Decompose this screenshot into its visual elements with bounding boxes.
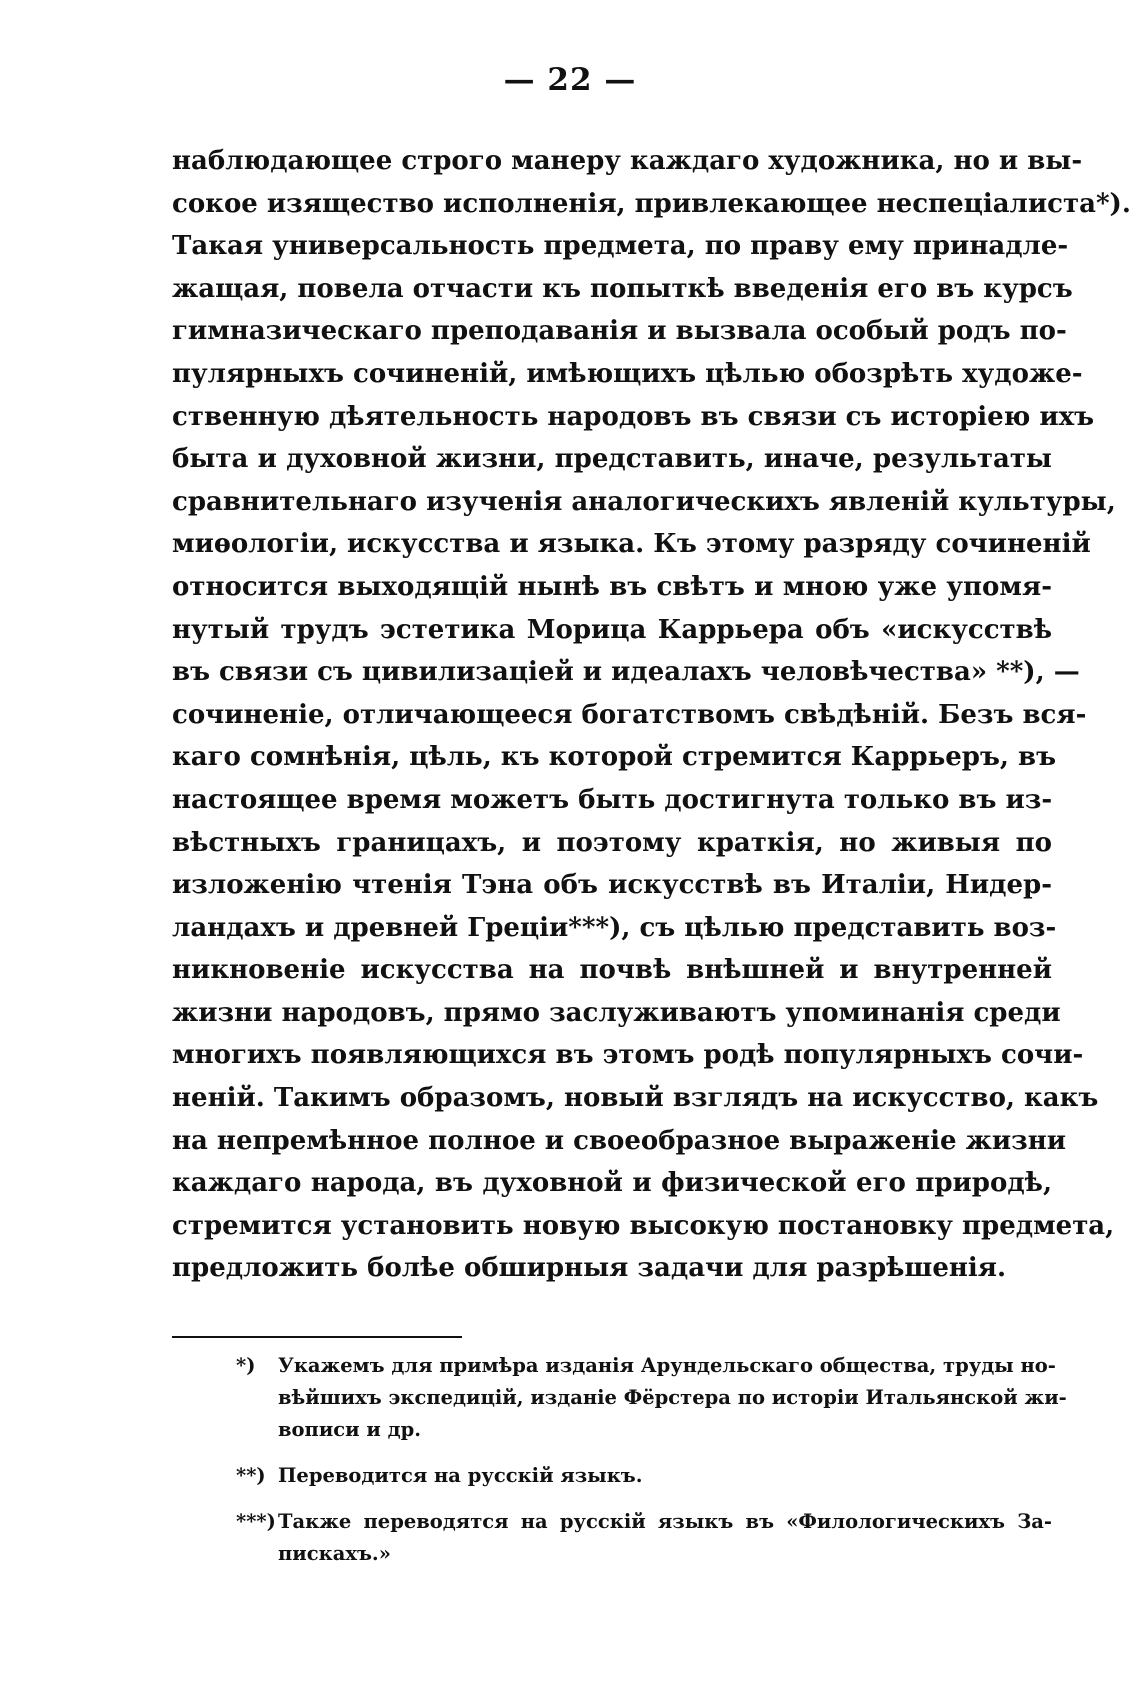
text-line: нутый трудъ эстетика Морица Каррьера объ «искусствѣ bbox=[172, 614, 1052, 645]
footnote-line: Укажемъ для примѣра изданія Арундельскаго общества, труды но- bbox=[278, 1354, 1056, 1377]
text-line: стремится установить новую высокую постановку предмета, bbox=[172, 1210, 1115, 1241]
text-line: относится выходящій нынѣ въ свѣтъ и мною уже упомя- bbox=[172, 571, 1052, 602]
text-line: ственную дѣятельность народовъ въ связи съ исторіею ихъ bbox=[172, 401, 1095, 432]
footnote bbox=[172, 1460, 1052, 1492]
footnote-separator bbox=[172, 1336, 462, 1338]
main-text bbox=[172, 140, 1131, 1290]
text-line: сравнительнаго изученія аналогическихъ явленій культуры, bbox=[172, 486, 1116, 517]
text-line: никновеніе искусства на почвѣ внѣшней и внутренней bbox=[172, 955, 1052, 986]
text-line: сочиненіе, отличающееся богатствомъ свѣдѣній. Безъ вся- bbox=[172, 699, 1087, 730]
text-line: пулярныхъ сочиненій, имѣющихъ цѣлью обозрѣть художе- bbox=[172, 358, 1083, 389]
footnote-line: вѣйшихъ экспедицій, изданіе Фёрстера по исторіи Итальянской жи- bbox=[278, 1386, 1067, 1409]
text-line: неній. Такимъ образомъ, новый взглядъ на искусство, какъ bbox=[172, 1083, 1099, 1114]
text-line: настоящее время можетъ быть достигнута только въ из- bbox=[172, 784, 1053, 815]
text-line: каго сомнѣнія, цѣль, къ которой стремится Каррьеръ, въ bbox=[172, 742, 1057, 773]
footnote-mark: **) bbox=[236, 1464, 266, 1487]
text-line: гимназическаго преподаванія и вызвала особый родъ по- bbox=[172, 316, 1067, 347]
footnote-line: вописи и др. bbox=[278, 1418, 422, 1441]
text-line: изложенію чтенія Тэна объ искусствѣ въ Италіи, Нидер- bbox=[172, 870, 1052, 901]
page-number: — 22 — bbox=[503, 62, 637, 98]
text-line: въ связи съ цивилизаціей и идеалахъ человѣчества» **), — bbox=[172, 657, 1080, 688]
footnote-line: Переводится на русскій языкъ. bbox=[278, 1464, 643, 1487]
text-line: вѣстныхъ границахъ, и поэтому краткія, но живыя по bbox=[172, 827, 1052, 858]
footnote-line: Также переводятся на русскій языкъ въ «Филологическихъ За- bbox=[278, 1510, 1052, 1533]
text-line: ландахъ и древней Греціи***), съ цѣлью представить воз- bbox=[172, 912, 1057, 943]
footnote bbox=[172, 1350, 1067, 1446]
footnote bbox=[172, 1506, 1052, 1570]
text-line: сокое изящество исполненія, привлекающее неспеціалиста*). bbox=[172, 188, 1131, 219]
text-line: быта и духовной жизни, представить, иначе, результаты bbox=[172, 444, 1052, 475]
footnote-mark: *) bbox=[236, 1354, 256, 1377]
text-line: наблюдающее строго манеру каждаго художника, но и вы- bbox=[172, 146, 1083, 176]
footnotes bbox=[172, 1350, 1067, 1584]
text-line: миѳологіи, искусства и языка. Къ этому разряду сочиненій bbox=[172, 529, 1091, 560]
text-line: на непремѣнное полное и своеобразное выраженіе жизни bbox=[172, 1125, 1067, 1156]
text-line: предложить болѣе обширныя задачи для разрѣшенія. bbox=[172, 1253, 1007, 1284]
text-line: каждаго народа, въ духовной и физической его природѣ, bbox=[172, 1168, 1052, 1199]
footnote-line: пискахъ.» bbox=[278, 1542, 391, 1565]
footnote-mark: ***) bbox=[236, 1510, 276, 1533]
text-line: многихъ появляющихся въ этомъ родѣ популярныхъ сочи- bbox=[172, 1040, 1084, 1071]
text-line: Такая универсальность предмета, по праву ему принадле- bbox=[172, 231, 1069, 262]
text-line: жащая, повела отчасти къ попыткѣ введенія его въ курсъ bbox=[172, 273, 1073, 304]
text-line: жизни народовъ, прямо заслуживаютъ упоминанія среди bbox=[172, 997, 1061, 1028]
